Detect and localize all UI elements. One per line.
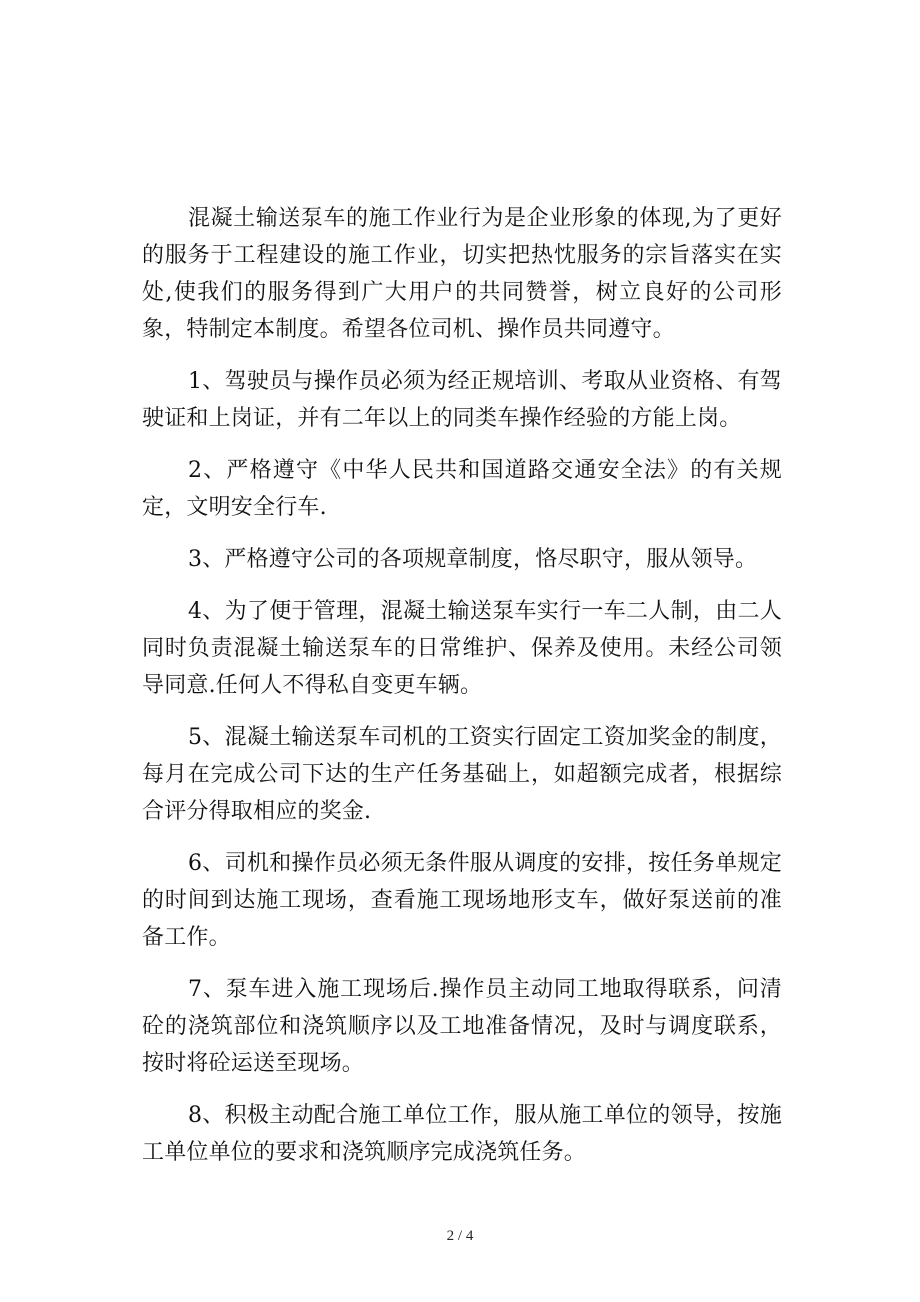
rule-paragraph-7: 7、泵车进入施工现场后.操作员主动同工地取得联系，问清砼的浇筑部位和浇筑顺序以及工地准备情况，及时与调度联系，按时将砼运送至现场。: [142, 977, 782, 1076]
intro-paragraph: 混凝土输送泵车的施工作业行为是企业形象的体现,为了更好的服务于工程建设的施工作业，切实把热忱服务的宗旨落实在实处,使我们的服务得到广大用户的共同赞誉，树立良好的公司形象，特制定本制度。希望各位司机、操作员共同遵守。: [142, 206, 782, 342]
rule-paragraph-4: 4、为了便于管理，混凝土输送泵车实行一车二人制，由二人同时负责混凝土输送泵车的日常维护、保养及使用。未经公司领导同意.任何人不得私自变更车辆。: [142, 599, 782, 698]
rule-paragraph-1: 1、驾驶员与操作员必须为经正规培训、考取从业资格、有驾驶证和上岗证，并有二年以上的同类车操作经验的方能上岗。: [142, 369, 782, 431]
rule-paragraph-8: 8、积极主动配合施工单位工作，服从施工单位的领导，按施工单位单位的要求和浇筑顺序完成浇筑任务。: [142, 1103, 782, 1165]
rule-paragraph-6: 6、司机和操作员必须无条件服从调度的安排，按任务单规定的时间到达施工现场，查看施工现场地形支车，做好泵送前的准备工作。: [142, 851, 782, 950]
rule-paragraph-2: 2、严格遵守《中华人民共和国道路交通安全法》的有关规定，文明安全行车.: [142, 458, 782, 520]
rule-paragraph-5: 5、混凝土输送泵车司机的工资实行固定工资加奖金的制度，每月在完成公司下达的生产任务基础上，如超额完成者，根据综合评分得取相应的奖金.: [142, 725, 782, 824]
document-body: [142, 200, 782, 1186]
page-number: 2 / 4: [446, 1228, 474, 1244]
rule-paragraph-3: 3、严格遵守公司的各项规章制度，恪尽职守，服从领导。: [188, 547, 758, 572]
